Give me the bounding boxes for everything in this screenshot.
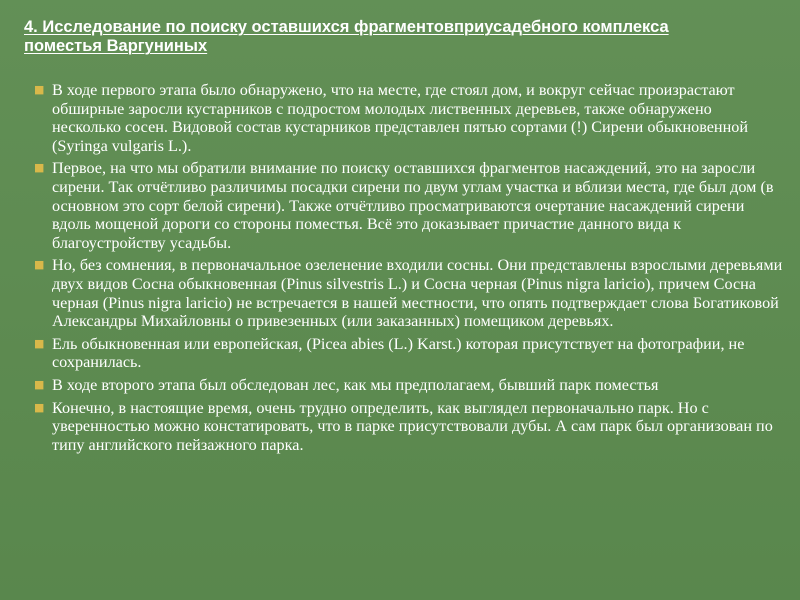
square-bullet-icon: ■: [34, 336, 45, 350]
square-bullet-icon: ■: [34, 377, 45, 391]
slide-title: 4. Исследование по поиску оставшихся фрагментовприусадебного комплекса поместья Варгуниных: [24, 18, 669, 55]
list-item: [34, 159, 784, 252]
list-item-text: Но, без сомнения, в первоначальное озеленение входили сосны. Они представлены взрослыми деревьями двух видов Сосна обыкновенная (Pinus silvestris L.) и Сосна черная (Pinus nigra laricio), причем Сосна черная (Pinus nigra laricio) не встречается в нашей местности, что опять подтверждает слова Богатиковой Александры Михайловны о привезенных (или заказанных) помещиком деревьях.: [52, 256, 783, 331]
list-item: [34, 81, 784, 155]
square-bullet-icon: ■: [34, 400, 45, 414]
list-item: [34, 335, 784, 372]
list-item-text: Первое, на что мы обратили внимание по поиску оставшихся фрагментов насаждений, это на заросли сирени. Так отчётливо различимы посадки сирени по двум углам участка и вблизи места, где был дом (в основном это сорт белой сирени). Также отчётливо просматриваются очертание насаждений сирени вдоль мощеной дороги со стороны поместья. Всё это доказывает причастие данного вида к благоустройству усадьбы.: [52, 159, 774, 252]
list-item-text: В ходе первого этапа было обнаружено, что на месте, где стоял дом, и вокруг сейчас произрастают обширные заросли кустарников с подростом молодых лиственных деревьев, также обнаружено несколько сосен. Видовой состав кустарников представлен пятью сортами (!) Сирени обыкновенной (Syringa vulgaris L.).: [52, 81, 749, 155]
list-item-text: В ходе второго этапа был обследован лес, как мы предполагаем, бывший парк поместья: [52, 375, 659, 394]
bullet-list: [34, 81, 784, 458]
list-item-text: Ель обыкновенная или европейская, (Picea abies (L.) Karst.) которая присутствует на фотографии, не сохранилась.: [52, 334, 745, 372]
square-bullet-icon: ■: [34, 258, 45, 272]
list-item: [34, 376, 784, 395]
square-bullet-icon: ■: [34, 83, 45, 96]
square-bullet-icon: ■: [34, 161, 45, 175]
list-item-text: Конечно, в настоящие время, очень трудно определить, как выглядел первоначально парк. Но с уверенностью можно констатировать, что в парке присутствовали дубы. А сам парк был организован по типу английского пейзажного парка.: [52, 398, 773, 454]
list-item: [34, 256, 784, 330]
list-item: [34, 399, 784, 455]
